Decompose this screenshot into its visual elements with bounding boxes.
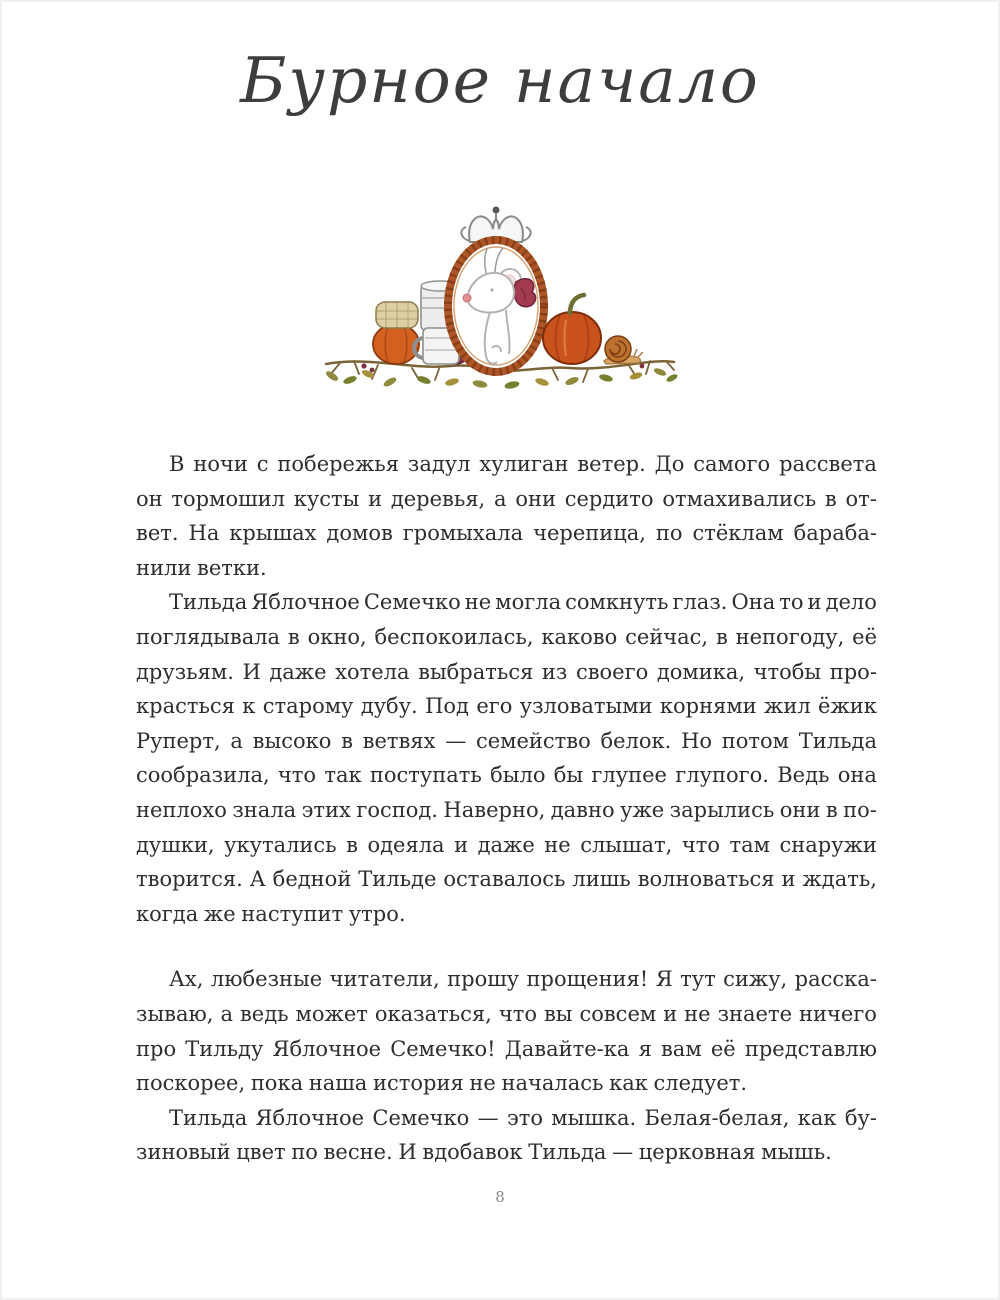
paragraph [136,585,877,931]
text-line: неплохо знала этих господ. Наверно, давно уже зарылись они в по- [136,797,877,822]
text-line: зываю, а ведь может оказаться, что вы совсем и не знаете ничего [136,1001,877,1026]
text-line: он тормошил кусты и деревья, а они сердито отмахивались в от- [136,486,877,511]
paragraph [136,447,877,585]
text-line: когда же наступит утро. [136,901,406,926]
text-line: нили ветки. [136,555,267,580]
text-line: зиновый цвет по весне. И вдобавок Тильда — церковная мышь. [136,1140,832,1165]
text-line: сообразила, что так поступать было бы глупее глупого. Ведь она [136,763,877,788]
paragraph [136,1101,877,1170]
text-line: вет. На крышах домов громыхала черепица, по стёклам бараба- [136,521,877,546]
snail-icon [604,336,643,364]
body-text [136,447,877,1170]
page-number: 8 [495,1188,505,1206]
chapter-title: Бурное начало [240,44,760,117]
text-line: Руперт, а высоко в ветвях — семейство белок. Но потом Тильда [136,728,877,753]
paragraph [136,962,877,1100]
text-line: Ах, любезные читатели, прошу прощения! Я тут сижу, расска- [169,967,877,992]
text-line: поглядывала в окно, беспокоилась, каково сейчас, в непогоду, её [136,624,877,649]
text-line: красться к старому дубу. Под его узловатыми корнями жил ёжик [136,694,877,719]
text-line: поскорее, пока наша история не началась как следует. [136,1071,748,1096]
hair-bow-icon [514,279,536,307]
text-line: Тильда Яблочное Семечко не могла сомкнуть глаз. Она то и дело [169,590,877,615]
jam-jar-icon [373,302,419,364]
text-line: друзьям. И даже хотела выбраться из своего домика, чтобы про- [136,659,877,684]
pumpkin-icon [543,295,601,364]
text-line: творится. А бедной Тильде оставалось лишь волноваться и ждать, [136,867,877,892]
text-line: про Тильду Яблочное Семечко! Давайте-ка я вам её представлю [136,1036,877,1061]
text-line: Тильда Яблочное Семечко — это мышка. Белая-белая, как бу- [169,1105,877,1130]
text-line: душки, укутались в одеяла и даже не слышат, что там снаружи [136,832,877,857]
text-line: В ночи с побережья задул хулиган ветер. До самого рассвета [169,452,877,476]
vignette-svg [320,198,680,393]
chapter-illustration [320,198,680,393]
